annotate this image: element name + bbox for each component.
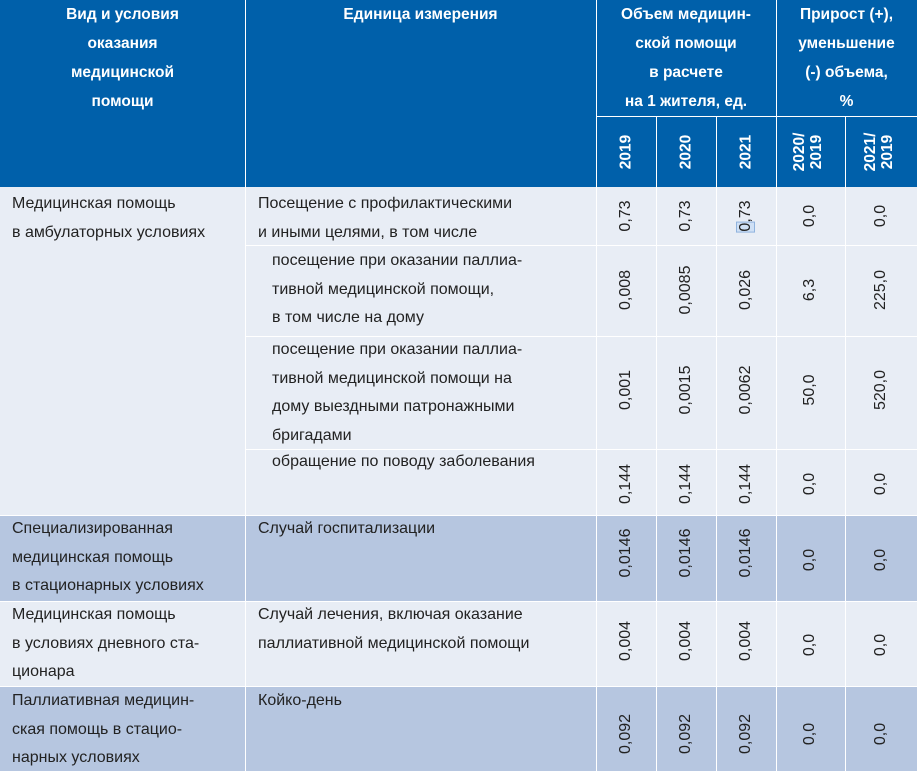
care-type-line: нарных условиях <box>12 749 140 766</box>
unit-line: Посещение с профилактическими <box>258 195 513 212</box>
change-2021-2019: 0,0 <box>872 722 889 746</box>
unit-line: посещение при оказании паллиа- <box>272 252 523 269</box>
unit-line: дому выездными патронажными <box>272 398 515 415</box>
header-divider <box>656 116 657 187</box>
header-change-line: (-) объема, <box>805 64 888 81</box>
value-2019: 0,0146 <box>617 528 634 578</box>
unit-line: и иными целями, в том числе <box>258 223 478 241</box>
value-2021: 0,092 <box>737 713 754 755</box>
change-2021-2019: 520,0 <box>872 369 889 411</box>
grid-line <box>245 187 246 771</box>
unit-line: бригадами <box>272 426 352 444</box>
unit-line: тивной медицинской помощи, <box>272 280 495 298</box>
change-2021-2019: 0,0 <box>872 472 889 496</box>
value-2020: 0,004 <box>677 620 694 662</box>
header-diff-line: 2020/ <box>791 132 808 172</box>
value-2019: 0,73 <box>617 200 634 232</box>
care-type-cell <box>12 515 204 601</box>
header-year-2020: 2020 <box>677 134 695 170</box>
header-diff-2021-2019 <box>862 133 896 172</box>
unit-line: Койко-день <box>258 692 342 709</box>
header-divider <box>845 116 846 187</box>
value-2020: 0,0085 <box>677 265 694 315</box>
value-2021: 0,144 <box>737 463 754 505</box>
value-2020: 0,144 <box>677 463 694 505</box>
header-diff-line: 2021/ <box>862 132 879 172</box>
header-volume-cell <box>596 0 776 116</box>
header-change-line: Прирост (+), <box>799 6 894 23</box>
unit-line: тивной медицинской помощи на <box>272 369 512 387</box>
unit-line: Случай госпитализации <box>258 520 436 537</box>
care-type-line: в условиях дневного ста- <box>12 634 200 652</box>
care-type-line: Медицинская помощь <box>12 606 176 623</box>
header-year-2019: 2019 <box>617 134 635 170</box>
header-volume-line: на 1 жителя, ед. <box>624 93 748 110</box>
care-type-line: Паллиативная медицин- <box>12 692 195 709</box>
grid-line <box>716 187 717 771</box>
grid-line <box>845 187 846 771</box>
change-2021-2019: 0,0 <box>872 633 889 657</box>
header-type-cell <box>0 0 245 187</box>
header-year-2021: 2021 <box>737 134 755 170</box>
care-type-line: ционара <box>12 663 75 680</box>
care-type-line: в стационарных условиях <box>12 577 204 594</box>
care-type-cell <box>12 687 194 773</box>
care-type-line: Медицинская помощь <box>12 195 176 212</box>
change-2020-2019: 0,0 <box>801 472 818 496</box>
header-type-line: Вид и условия <box>66 6 179 23</box>
header-volume-line: ской помощи <box>635 35 737 52</box>
care-type-line: ская помощь в стацио- <box>12 720 183 738</box>
value-2021: 0,026 <box>737 269 754 311</box>
value-2019: 0,001 <box>617 369 634 411</box>
value-2020: 0,092 <box>677 713 694 755</box>
unit-line: обращение по поводу заболевания <box>272 453 535 470</box>
care-type-line: в амбулаторных условиях <box>12 223 206 241</box>
unit-line: посещение при оказании паллиа- <box>272 341 523 358</box>
unit-cell <box>272 336 522 450</box>
grid-line <box>596 187 597 771</box>
header-diff-2020-2019 <box>791 133 825 172</box>
value-2021-rest: ,73 <box>737 200 754 223</box>
header-divider <box>716 116 717 187</box>
care-type-cell <box>12 601 199 687</box>
unit-cell <box>272 448 535 477</box>
change-2020-2019: 50,0 <box>801 374 818 406</box>
header-diff-line: 2019 <box>879 134 896 170</box>
care-type-cell <box>12 190 205 247</box>
selected-text[interactable]: 0 <box>737 222 754 232</box>
change-2020-2019: 0,0 <box>801 633 818 657</box>
change-2021-2019: 0,0 <box>872 204 889 228</box>
header-volume-line: в расчете <box>649 64 723 81</box>
unit-cell <box>272 247 522 333</box>
unit-cell <box>258 515 435 544</box>
header-diff-line: 2019 <box>808 134 825 170</box>
grid-line <box>776 187 777 771</box>
header-divider <box>596 0 597 187</box>
header-type-line: оказания <box>87 35 158 52</box>
unit-line: паллиативной медицинской помощи <box>258 634 530 652</box>
value-2019: 0,004 <box>617 620 634 662</box>
unit-line: Случай лечения, включая оказание <box>258 606 523 623</box>
header-unit-cell <box>245 0 596 187</box>
unit-cell <box>258 190 512 247</box>
value-2021: 0,004 <box>737 620 754 662</box>
header-change-line: % <box>839 93 854 110</box>
header-type-line: помощи <box>91 93 154 110</box>
value-2020: 0,0146 <box>677 528 694 578</box>
value-2021: 0,0146 <box>737 528 754 578</box>
header-divider <box>596 116 917 117</box>
unit-cell <box>258 601 529 658</box>
value-2021: 0,0062 <box>737 365 754 415</box>
unit-cell <box>258 687 342 716</box>
value-2019: 0,144 <box>617 463 634 505</box>
change-2021-2019: 0,0 <box>872 548 889 572</box>
value-2021 <box>737 200 755 231</box>
change-2020-2019: 0,0 <box>801 548 818 572</box>
change-2020-2019: 0,0 <box>801 722 818 746</box>
header-type-line: медицинской <box>70 64 175 81</box>
change-2020-2019: 0,0 <box>801 204 818 228</box>
header-unit-label: Единица измерения <box>343 6 498 23</box>
header-change-cell <box>776 0 917 116</box>
value-2019: 0,092 <box>617 713 634 755</box>
value-2020: 0,0015 <box>677 365 694 415</box>
grid-line <box>656 187 657 771</box>
header-volume-line: Объем медицин- <box>621 6 751 23</box>
unit-line: в том числе на дому <box>272 309 424 326</box>
change-2020-2019: 6,3 <box>801 278 818 302</box>
value-2020: 0,73 <box>677 200 694 232</box>
change-2021-2019: 225,0 <box>872 269 889 311</box>
care-type-line: медицинская помощь <box>12 548 174 566</box>
header-divider <box>245 0 246 187</box>
care-type-line: Специализированная <box>12 520 173 537</box>
value-2019: 0,008 <box>617 269 634 311</box>
header-change-line: уменьшение <box>798 35 895 52</box>
header-divider <box>776 0 777 187</box>
